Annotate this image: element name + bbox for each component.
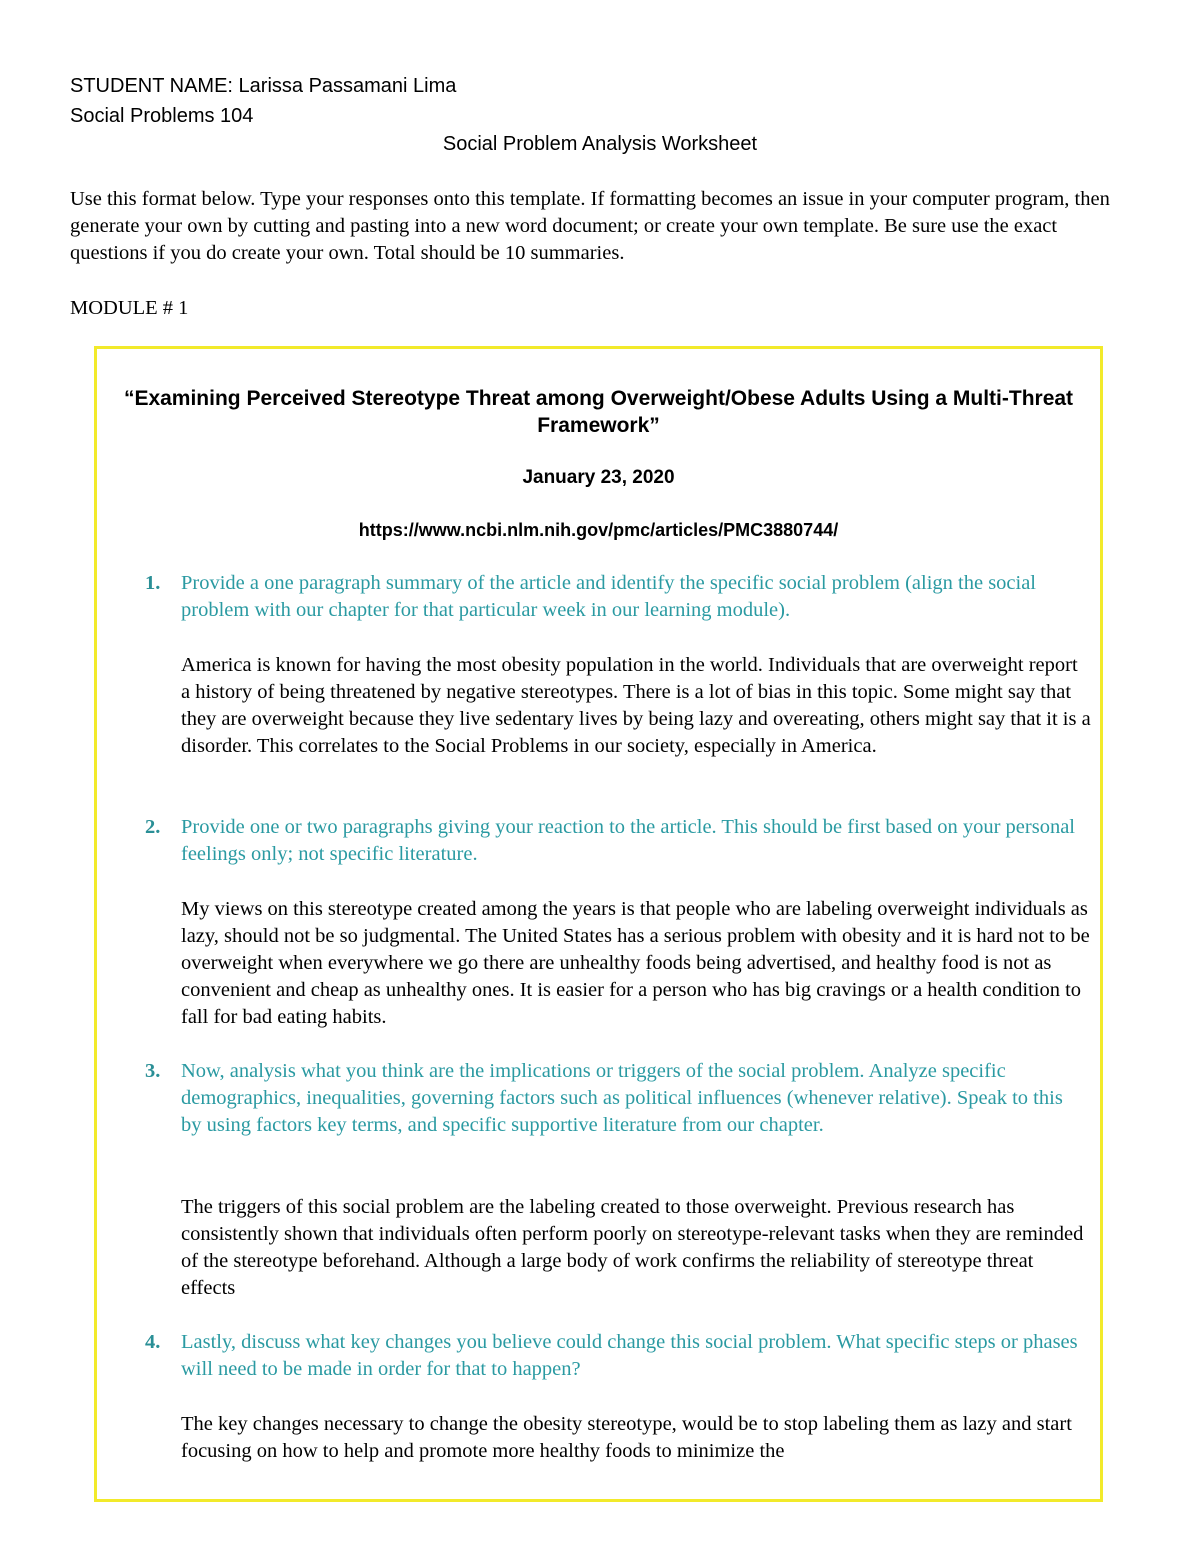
question-number: 3. (145, 1060, 161, 1082)
question-prompt: Lastly, discuss what key changes you believe could change this social problem. What specific steps or phases will need to be made in order for that to happen? (181, 1331, 1078, 1380)
worksheet-title: Social Problem Analysis Worksheet (442, 133, 758, 155)
article-date: January 23, 2020 (522, 467, 675, 488)
question-number: 4. (145, 1331, 161, 1353)
article-title: “Examining Perceived Stereotype Threat among Overweight/Obese Adults Using a Multi-Threat Framework” (123, 387, 1074, 437)
question-prompt: Provide a one paragraph summary of the article and identify the specific social problem (align the social problem with our chapter for that particular week in our learning module). (181, 572, 1037, 621)
article-url: https://www.ncbi.nlm.nih.gov/pmc/articles/PMC3880744/ (358, 520, 839, 540)
article-box (94, 346, 1103, 1502)
answer-paragraph: My views on this stereotype created among the years is that people who are labeling overweight individuals as lazy, should not be so judgmental. The United States has a serious problem with obesity and it is hard not to be overweight when everywhere we go there are unhealthy foods being advertised, and healthy food is not as convenient and cheap as unhealthy ones. It is easier for a person who has big cravings or a health condition to fall for bad eating habits. (181, 898, 1090, 1028)
module-label: MODULE # 1 (70, 297, 189, 319)
answer-paragraph: The key changes necessary to change the obesity stereotype, would be to stop labeling them as lazy and start focusing on how to help and promote more healthy foods to minimize the (181, 1413, 1072, 1462)
answer-paragraph: The triggers of this social problem are the labeling created to those overweight. Previous research has consistently shown that individuals often perform poorly on stereotype-relevant tasks when they are reminded of the stereotype beforehand. Although a large body of work confirms the reliability of stereotype threat effects (181, 1196, 1084, 1299)
course-name: Social Problems 104 (70, 105, 254, 127)
student-name: STUDENT NAME: Larissa Passamani Lima (70, 75, 457, 97)
answer-paragraph: America is known for having the most obesity population in the world. Individuals that are overweight report a history of being threatened by negative stereotypes. There is a lot of bias in this topic. Some might say that they are overweight because they live sedentary lives by being lazy and overeating, others might say that it is a disorder. This correlates to the Social Problems in our society, especially in America. (181, 654, 1091, 757)
question-number: 2. (145, 816, 161, 838)
question-prompt: Provide one or two paragraphs giving your reaction to the article. This should be first based on your personal feelings only; not specific literature. (181, 816, 1076, 865)
question-prompt: Now, analysis what you think are the implications or triggers of the social problem. Analyze specific demographics, inequalities, governing factors such as political influences (whenever relative). Speak to this by using factors key terms, and specific supportive literature from our chapter. (181, 1060, 1063, 1136)
instructions-paragraph: Use this format below. Type your responses onto this template. If formatting becomes an issue in your computer program, then generate your own by cutting and pasting into a new word document; or create your own template. Be sure use the exact questions if you do create your own. Total should be 10 summaries. (70, 188, 1110, 264)
question-number: 1. (145, 572, 161, 594)
